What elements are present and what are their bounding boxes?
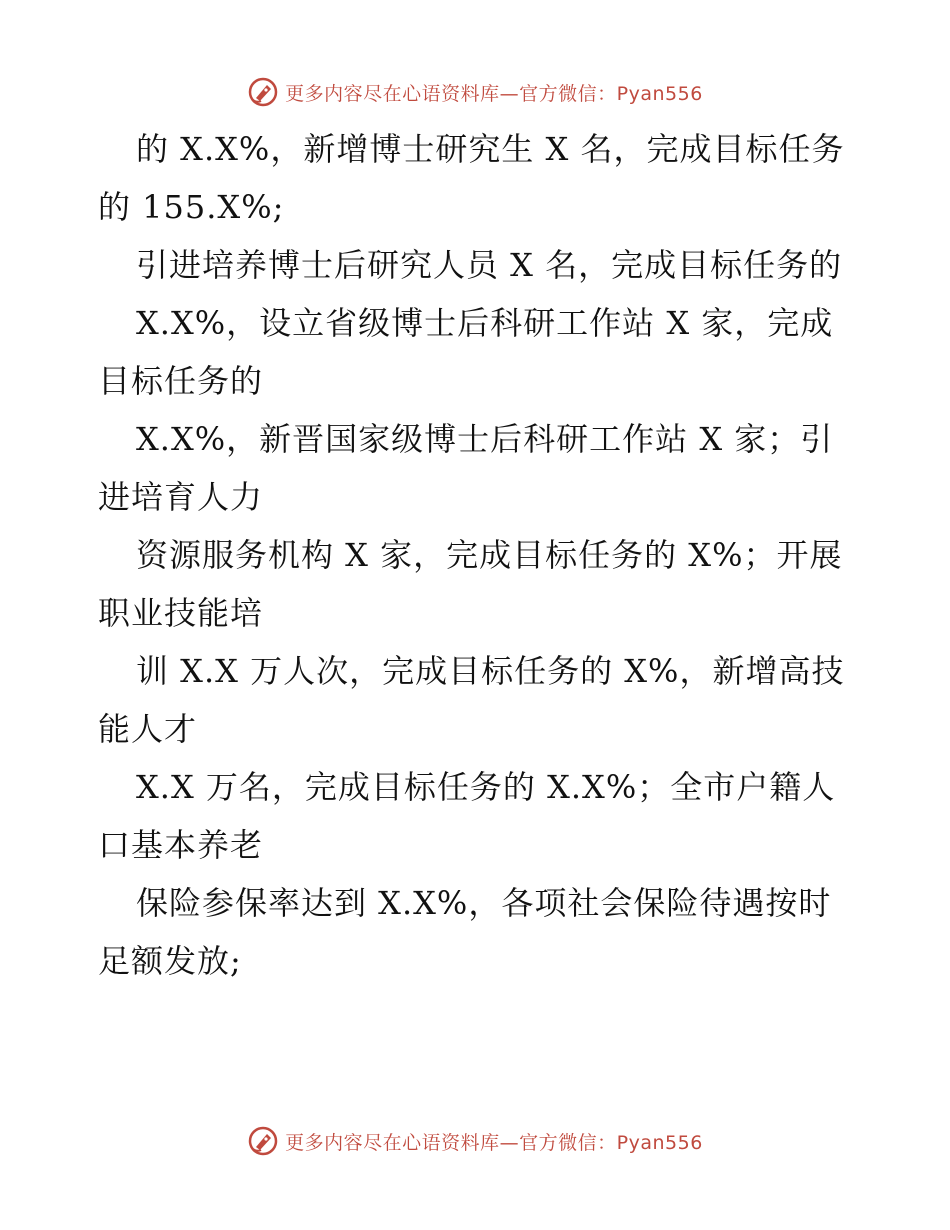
pen-nib-logo-icon	[247, 76, 279, 108]
header-watermark	[0, 72, 950, 112]
watermark-group	[247, 1125, 703, 1157]
paragraph: 的 X.X%，新增博士研究生 X 名，完成目标任务的 155.X%;	[98, 130, 845, 226]
paragraph: 保险参保率达到 X.X%，各项社会保险待遇按时足额发放;	[98, 884, 832, 980]
watermark-text: 更多内容尽在心语资料库—官方微信：Pyan556	[285, 82, 703, 105]
paragraph: 资源服务机构 X 家，完成目标任务的 X%；开展职业技能培	[98, 536, 843, 632]
watermark-text: 更多内容尽在心语资料库—官方微信：Pyan556	[285, 1131, 703, 1154]
paragraph: 训 X.X 万人次，完成目标任务的 X%，新增高技能人才	[98, 652, 845, 748]
pen-nib-logo-icon	[247, 1125, 279, 1157]
paragraph: X.X 万名，完成目标任务的 X.X%；全市户籍人口基本养老	[98, 768, 836, 864]
paragraph: X.X%，新晋国家级博士后科研工作站 X 家；引进培育人力	[98, 420, 834, 516]
watermark-group	[247, 76, 703, 108]
paragraph: X.X%，设立省级博士后科研工作站 X 家，完成目标任务的	[98, 304, 834, 400]
document-body	[98, 120, 858, 990]
paragraph: 引进培养博士后研究人员 X 名，完成目标任务的	[136, 246, 843, 284]
footer-watermark	[0, 1121, 950, 1161]
